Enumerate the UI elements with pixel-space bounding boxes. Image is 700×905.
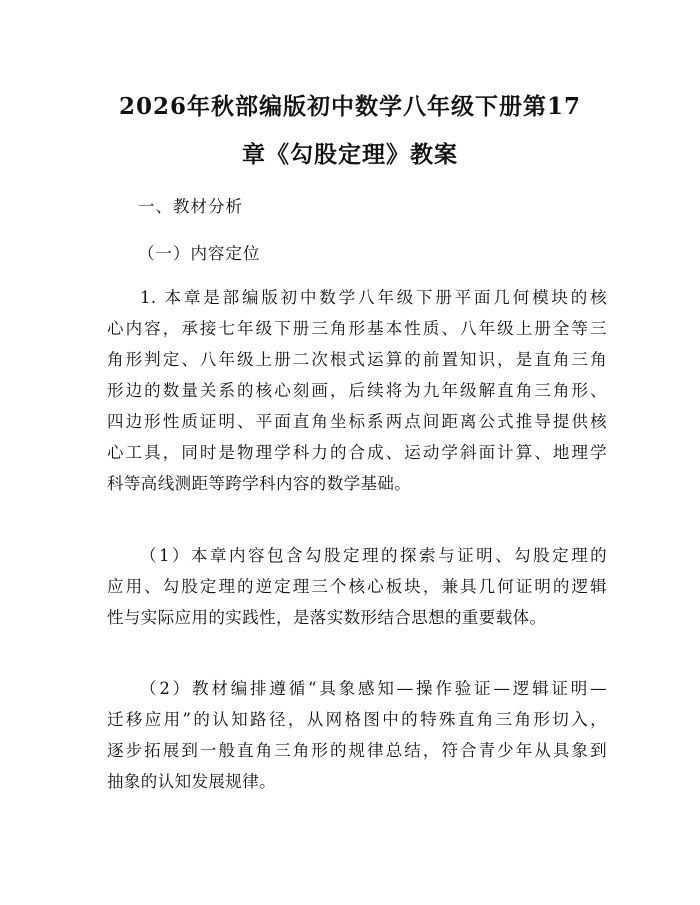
section-heading-textbook-analysis: 一、教材分析 [138, 197, 243, 216]
paragraph-line: 逐步拓展到一般直角三角形的规律总结，符合青少年从具象到 [107, 741, 607, 760]
paragraph-line: （2）教材编排遵循“具象感知—操作验证—逻辑证明— [140, 679, 607, 698]
paragraph-line: 形边的数量关系的核心刻画，后续将为九年级解直角三角形、 [107, 381, 607, 400]
paragraph-line: 迁移应用”的认知路径，从网格图中的特殊直角三角形切入， [107, 710, 607, 729]
paragraph-line: 心内容，承接七年级下册三角形基本性质、八年级上册全等三 [107, 319, 607, 338]
paragraph-line: 心工具，同时是物理学科力的合成、运动学斜面计算、地理学 [107, 443, 607, 462]
paragraph-line: 科等高线测距等跨学科内容的数学基础。 [107, 474, 412, 493]
document-title-line-2: 章《勾股定理》教案 [242, 141, 458, 168]
paragraph-line: 1. 本章是部编版初中数学八年级下册平面几何模块的核 [140, 288, 607, 307]
paragraph-line: 性与实际应用的实践性，是落实数形结合思想的重要载体。 [107, 608, 547, 627]
paragraph-line: （1）本章内容包含勾股定理的探索与证明、勾股定理的 [140, 546, 607, 565]
subsection-heading-content-positioning: （一）内容定位 [138, 244, 261, 263]
document-title-line-1: 2026年秋部编版初中数学八年级下册第17 [118, 93, 582, 120]
paragraph-line: 抽象的认知发展规律。 [107, 772, 276, 791]
paragraph-line: 角形判定、八年级上册二次根式运算的前置知识，是直角三角 [107, 350, 607, 369]
paragraph-3 [107, 673, 607, 797]
paragraph-line: 四边形性质证明、平面直角坐标系两点间距离公式推导提供核 [107, 412, 607, 431]
paragraph-line: 应用、勾股定理的逆定理三个核心板块，兼具几何证明的逻辑 [107, 577, 607, 596]
paragraph-2 [107, 540, 607, 633]
paragraph-1 [107, 282, 607, 499]
